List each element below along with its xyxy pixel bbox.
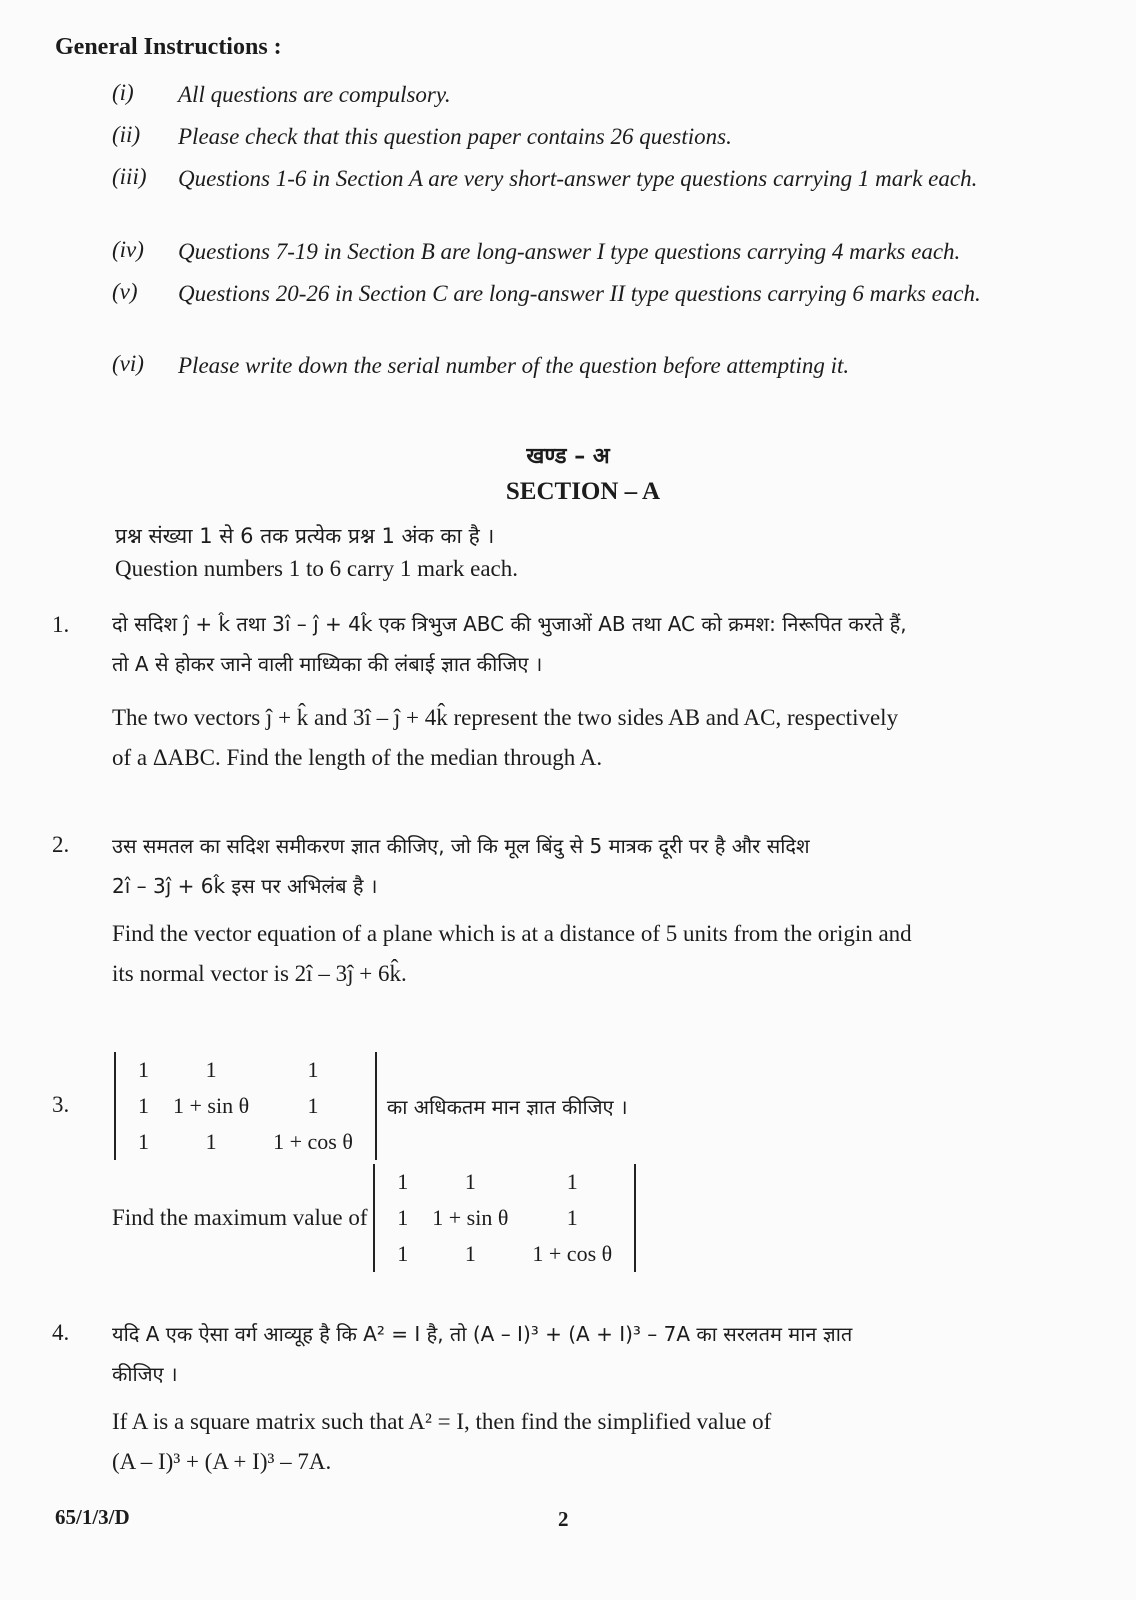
question-hindi-line: 2î – 3ĵ + 6k̂ इस पर अभिलंब है । xyxy=(112,874,378,898)
instruction-number: (ii) xyxy=(112,122,141,147)
matrix-cell: 1 xyxy=(397,1241,409,1266)
matrix-cell: 1 xyxy=(464,1241,476,1266)
question-number: 4. xyxy=(52,1320,70,1345)
matrix-cell: 1 xyxy=(138,1093,149,1118)
question-english-line: If A is a square matrix such that A² = I, then find the simplified value of xyxy=(112,1409,772,1434)
instruction-item xyxy=(112,351,1097,381)
question-3-english xyxy=(112,1164,636,1272)
question-english-line: The two vectors ĵ + k̂ and 3î – ĵ + 4k̂ represent the two sides AB and AC, respectively xyxy=(112,705,899,730)
matrix-cell: 1 + cos θ xyxy=(273,1129,353,1154)
matrix-cell: 1 xyxy=(566,1205,578,1230)
instruction-text: Please write down the serial number of the question before attempting it. xyxy=(178,353,850,378)
instruction-item xyxy=(112,164,1097,194)
matrix-cell: 1 xyxy=(307,1093,319,1118)
instruction-number: (i) xyxy=(112,80,134,105)
question-hindi-line: तो A से होकर जाने वाली माध्यिका की लंबाई ज्ञात कीजिए । xyxy=(112,652,543,676)
matrix-cell: 1 xyxy=(397,1205,409,1230)
question-hindi-line: यदि A एक ऐसा वर्ग आव्यूह है कि A² = I है, तो (A – I)³ + (A + I)³ – 7A का सरलतम मान ज्ञात xyxy=(112,1322,853,1346)
matrix-cell: 1 xyxy=(205,1057,217,1082)
question-hindi-line: उस समतल का सदिश समीकरण ज्ञात कीजिए, जो कि मूल बिंदु से 5 मात्रक दूरी पर है और सदिश xyxy=(112,834,810,858)
instruction-number: (iv) xyxy=(112,237,144,262)
general-instructions-title: General Instructions : xyxy=(55,34,282,60)
question-number: 2. xyxy=(52,832,70,857)
instruction-item xyxy=(112,122,1097,152)
matrix-cell: 1 + sin θ xyxy=(432,1205,509,1230)
matrix-cell: 1 xyxy=(138,1057,149,1082)
matrix-cell: 1 xyxy=(566,1169,578,1194)
question-number: 3. xyxy=(52,1092,70,1117)
question-english-prefix: Find the maximum value of xyxy=(112,1205,368,1230)
determinant xyxy=(373,1164,636,1272)
page-number: 2 xyxy=(558,1507,569,1531)
question-english-line: (A – I)³ + (A + I)³ – 7A. xyxy=(112,1449,332,1474)
matrix-cell: 1 xyxy=(138,1129,149,1154)
matrix-cell: 1 xyxy=(205,1129,217,1154)
section-note-hindi: प्रश्न संख्या 1 से 6 तक प्रत्येक प्रश्न 1 अंक का है । xyxy=(115,524,495,548)
question-hindi-line: दो सदिश ĵ + k̂ तथा 3î – ĵ + 4k̂ एक त्रिभुज ABC की भुजाओं AB तथा AC को क्रमश: निरूपित करते हैं, xyxy=(112,612,907,636)
section-title: SECTION – A xyxy=(505,478,661,505)
instruction-text: Questions 20-26 in Section C are long-answer II type questions carrying 6 marks each. xyxy=(178,281,981,306)
instruction-number: (v) xyxy=(112,279,138,304)
instruction-number: (vi) xyxy=(112,351,144,376)
instruction-text: All questions are compulsory. xyxy=(178,82,451,107)
determinant xyxy=(114,1052,377,1160)
instruction-text: Please check that this question paper contains 26 questions. xyxy=(178,124,732,149)
instruction-text: Questions 1-6 in Section A are very short-answer type questions carrying 1 mark each. xyxy=(178,166,978,191)
section-note: Question numbers 1 to 6 carry 1 mark each. xyxy=(115,556,519,581)
instruction-number: (iii) xyxy=(112,164,147,189)
instruction-item xyxy=(112,80,1097,110)
question-english-line: its normal vector is 2î – 3ĵ + 6k̂. xyxy=(112,961,407,986)
question-hindi-line: कीजिए । xyxy=(112,1362,178,1386)
question-4 xyxy=(112,1314,1067,1482)
instruction-text: Questions 7-19 in Section B are long-answer I type questions carrying 4 marks each. xyxy=(178,239,961,264)
question-2 xyxy=(112,826,1067,994)
question-english-line: Find the vector equation of a plane which is at a distance of 5 units from the origin and xyxy=(112,921,912,946)
matrix-cell: 1 xyxy=(397,1169,409,1194)
matrix-cell: 1 + cos θ xyxy=(532,1241,613,1266)
matrix-cell: 1 xyxy=(307,1057,319,1082)
matrix-cell: 1 + sin θ xyxy=(173,1093,250,1118)
instruction-item xyxy=(112,279,1097,309)
question-number: 1. xyxy=(52,612,70,637)
question-1 xyxy=(112,604,1067,778)
instruction-item xyxy=(112,237,1097,267)
question-english-line: of a ΔABC. Find the length of the median through A. xyxy=(112,745,603,770)
matrix-cell: 1 xyxy=(464,1169,476,1194)
section-title-hindi: खण्ड – अ xyxy=(526,444,610,469)
question-3-hindi xyxy=(114,1052,628,1160)
paper-code: 65/1/3/D xyxy=(55,1505,130,1529)
question-hindi-suffix: का अधिकतम मान ज्ञात कीजिए । xyxy=(386,1094,628,1119)
